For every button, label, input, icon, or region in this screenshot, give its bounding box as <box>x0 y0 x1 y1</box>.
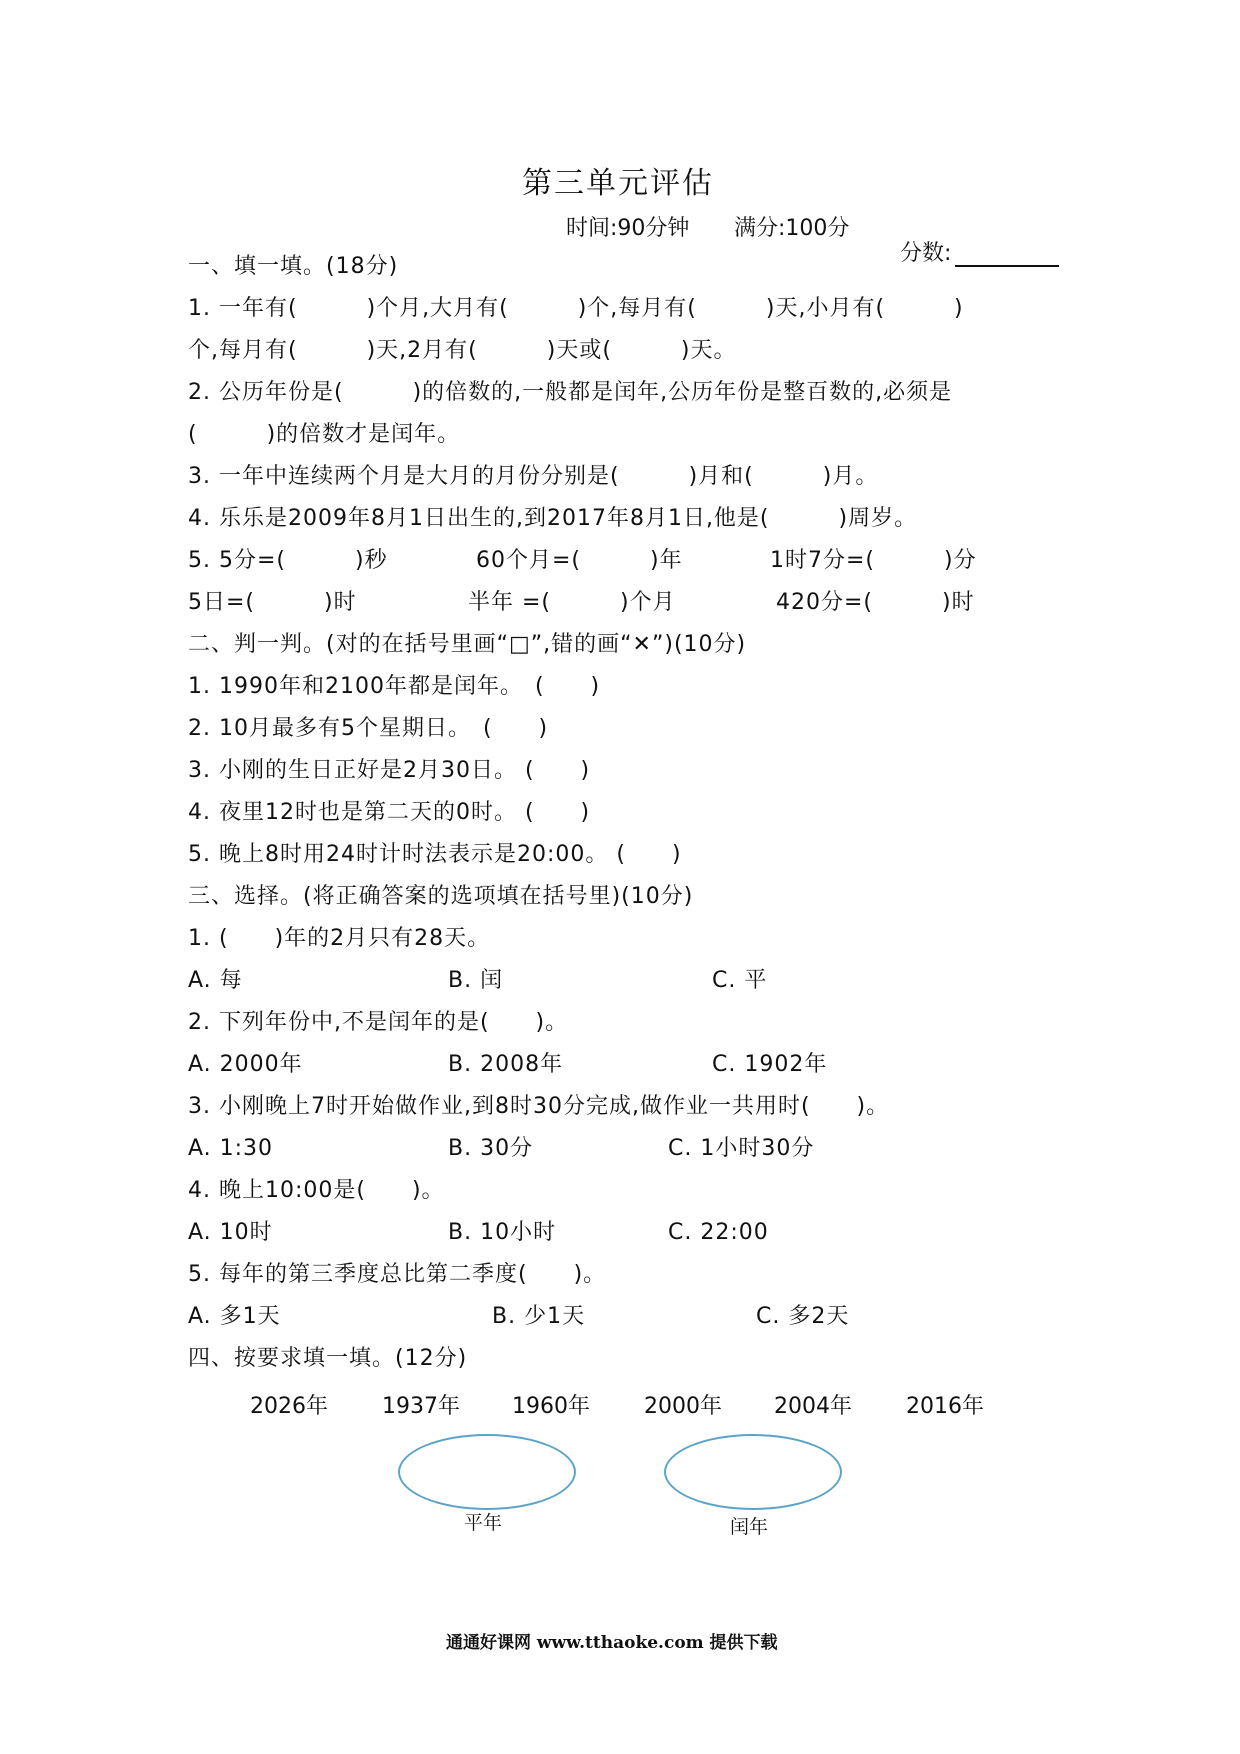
s3-q2-option-c: C. 1902年 <box>712 1052 828 1077</box>
year-item: 1937年 <box>382 1394 460 1419</box>
year-item: 2016年 <box>906 1394 984 1419</box>
section-2-heading: 二、判一判。(对的在括号里画“□”,错的画“✕”)(10分) <box>188 632 747 657</box>
s3-q5-option-b: B. 少1天 <box>492 1304 586 1329</box>
s3-q2-option-b: B. 2008年 <box>448 1052 564 1077</box>
year-item: 2026年 <box>250 1394 328 1419</box>
s2-q1: 1. 1990年和2100年都是闰年。 ( ) <box>188 674 601 699</box>
s3-q2: 2. 下列年份中,不是闰年的是( )。 <box>188 1010 569 1035</box>
s3-q3-option-a: A. 1:30 <box>188 1136 274 1161</box>
full-score-info: 满分:100分 <box>734 216 850 241</box>
page-title: 第三单元评估 <box>522 166 714 201</box>
s3-q5-option-c: C. 多2天 <box>756 1304 850 1329</box>
s3-q1-option-c: C. 平 <box>712 968 768 993</box>
s3-q2-option-a: A. 2000年 <box>188 1052 303 1077</box>
leap-year-oval[interactable] <box>664 1434 842 1510</box>
s3-q1-option-b: B. 闰 <box>448 968 504 993</box>
s1-q4: 4. 乐乐是2009年8月1日出生的,到2017年8月1日,他是( )周岁。 <box>188 506 918 531</box>
s3-q4-option-a: A. 10时 <box>188 1220 273 1245</box>
s3-q3: 3. 小刚晚上7时开始做作业,到8时30分完成,做作业一共用时( )。 <box>188 1094 890 1119</box>
s1-q2-line2: ( )的倍数才是闰年。 <box>188 422 461 447</box>
footer-text: 通通好课网 www.tthaoke.com 提供下载 <box>446 1633 778 1653</box>
s3-q5: 5. 每年的第三季度总比第二季度( )。 <box>188 1262 607 1287</box>
s1-q5-item4: 5日=( )时 <box>188 590 357 615</box>
common-year-label: 平年 <box>464 1512 503 1534</box>
score-blank[interactable] <box>955 243 1059 267</box>
year-item: 1960年 <box>512 1394 590 1419</box>
s3-q5-option-a: A. 多1天 <box>188 1304 281 1329</box>
s1-q5-item5: 半年 =( )个月 <box>468 590 676 615</box>
s3-q4-option-c: C. 22:00 <box>668 1220 769 1245</box>
section-3-heading: 三、选择。(将正确答案的选项填在括号里)(10分) <box>188 884 694 909</box>
s3-q3-option-b: B. 30分 <box>448 1136 534 1161</box>
time-info: 时间:90分钟 <box>566 216 690 241</box>
common-year-oval[interactable] <box>398 1434 576 1510</box>
s1-q1-line1: 1. 一年有( )个月,大月有( )个,每月有( )天,小月有( ) <box>188 296 964 321</box>
s3-q4: 4. 晚上10:00是( )。 <box>188 1178 445 1203</box>
s3-q1-option-a: A. 每 <box>188 968 243 993</box>
s3-q1: 1. ( )年的2月只有28天。 <box>188 926 491 951</box>
s1-q5-item2: 60个月=( )年 <box>476 548 683 573</box>
leap-year-label: 闰年 <box>730 1516 769 1538</box>
s1-q5-item1: 5. 5分=( )秒 <box>188 548 388 573</box>
score-label: 分数: <box>900 241 952 266</box>
s2-q4: 4. 夜里12时也是第二天的0时。 ( ) <box>188 800 591 825</box>
s1-q5-item3: 1时7分=( )分 <box>770 548 977 573</box>
s1-q5-item6: 420分=( )时 <box>776 590 975 615</box>
s1-q1-line2: 个,每月有( )天,2月有( )天或( )天。 <box>188 338 737 363</box>
s2-q5: 5. 晚上8时用24时计时法表示是20:00。 ( ) <box>188 842 682 867</box>
year-item: 2000年 <box>644 1394 722 1419</box>
s3-q3-option-c: C. 1小时30分 <box>668 1136 815 1161</box>
section-4-heading: 四、按要求填一填。(12分) <box>188 1346 468 1371</box>
section-1-heading: 一、填一填。(18分) <box>188 254 399 279</box>
s1-q3: 3. 一年中连续两个月是大月的月份分别是( )月和( )月。 <box>188 464 879 489</box>
s2-q2: 2. 10月最多有5个星期日。 ( ) <box>188 716 549 741</box>
score-field <box>886 211 1059 267</box>
s3-q4-option-b: B. 10小时 <box>448 1220 557 1245</box>
s2-q3: 3. 小刚的生日正好是2月30日。 ( ) <box>188 758 591 783</box>
s1-q2-line1: 2. 公历年份是( )的倍数的,一般都是闰年,公历年份是整百数的,必须是 <box>188 380 953 405</box>
year-item: 2004年 <box>774 1394 852 1419</box>
